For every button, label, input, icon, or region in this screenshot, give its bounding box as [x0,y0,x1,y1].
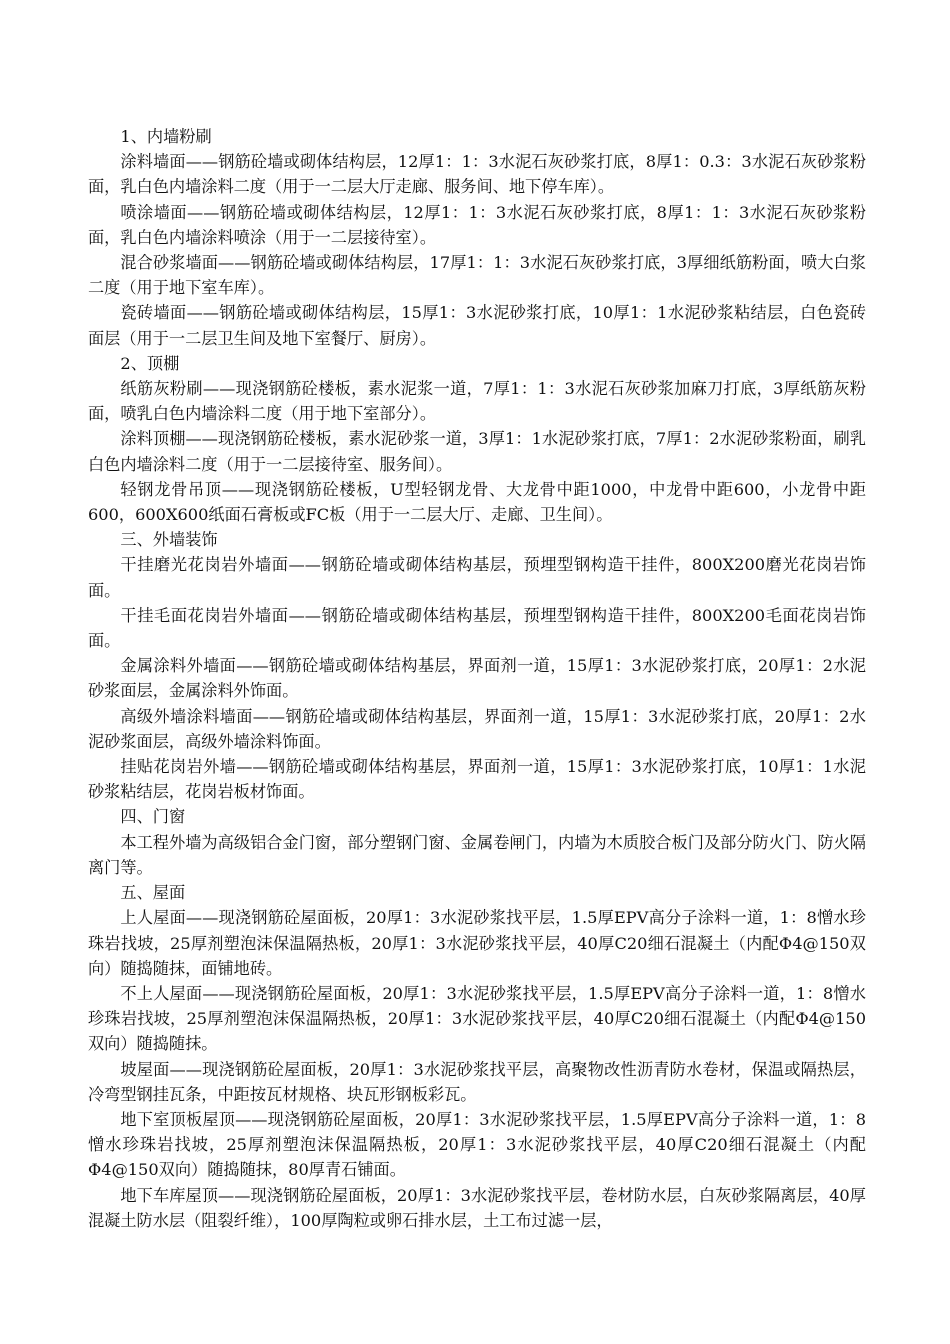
section-heading-roof: 五、屋面 [120,883,186,903]
paragraph-hung-granite-wall: 挂贴花岗岩外墙——钢筋砼墙或砌体结构基层，界面剂一道，15厚1：3水泥砂浆打底，10厚1：1水泥砂浆粘结层，花岗岩板材饰面。 [88,757,866,802]
section-heading-doors-windows: 四、门窗 [120,807,186,827]
paragraph-mixed-mortar-wall: 混合砂浆墙面——钢筋砼墙或砌体结构层，17厚1：1：3水泥石灰砂浆打底，3厚细纸筋粉面，喷大白浆二度（用于地下室车库）。 [88,253,866,298]
paragraph-spray-wall: 喷涂墙面——钢筋砼墙或砌体结构层，12厚1：1：3水泥石灰砂浆打底，8厚1：1：3水泥石灰砂浆粉面，乳白色内墙涂料喷涂（用于一二层接待室）。 [88,202,866,247]
paragraph-paint-ceiling: 涂料顶棚——现浇钢筋砼楼板，素水泥砂浆一道，3厚1：1水泥砂浆打底，7厚1：2水泥砂浆粉面，刷乳白色内墙涂料二度（用于一二层接待室、服务间）。 [88,429,866,474]
paragraph-tile-wall: 瓷砖墙面——钢筋砼墙或砌体结构层，15厚1：3水泥砂浆打底，10厚1：1水泥砂浆粘结层，白色瓷砖面层（用于一二层卫生间及地下室餐厅、厨房）。 [88,303,866,348]
document-page [88,124,866,1233]
paragraph-garage-roof: 地下车库屋顶——现浇钢筋砼屋面板，20厚1：3水泥砂浆找平层，卷材防水层，白灰砂浆隔离层，40厚混凝土防水层（阻裂纤维），100厚陶粒或卵石排水层，土工布过滤一层， [88,1185,866,1230]
paragraph-accessible-roof: 上人屋面——现浇钢筋砼屋面板，20厚1：3水泥砂浆找平层，1.5厚EPV高分子涂料一道，1：8憎水珍珠岩找坡，25厚剂塑泡沫保温隔热板，20厚1：3水泥砂浆找平层，40厚C20细石混凝土（内配Φ4@150双向）随捣随抹，面铺地砖。 [88,908,866,978]
paragraph-rough-granite: 干挂毛面花岗岩外墙面——钢筋砼墙或砌体结构基层，预埋型钢构造干挂件，800X200毛面花岗岩饰面。 [88,605,866,651]
section-heading-ceiling: 2、顶棚 [120,353,180,373]
paragraph-basement-roof: 地下室顶板屋顶——现浇钢筋砼屋面板，20厚1：3水泥砂浆找平层，1.5厚EPV高分子涂料一道，1：8憎水珍珠岩找坡，25厚剂塑泡沫保温隔热板，20厚1：3水泥砂浆找平层，40厚C20细石混凝土（内配Φ4@150双向）随捣随抹，80厚青石铺面。 [88,1109,866,1180]
paragraph-steel-keel-ceiling: 轻钢龙骨吊顶——现浇钢筋砼楼板，U型轻钢龙骨、大龙骨中距1000，中龙骨中距600，小龙骨中距600，600X600纸面石膏板或FC板（用于一二层大厅、走廊、卫生间）。 [88,479,866,525]
section-heading-interior-wall: 1、内墙粉刷 [120,127,212,146]
paragraph-polished-granite: 干挂磨光花岗岩外墙面——钢筋砼墙或砌体结构基层，预埋型钢构造干挂件，800X200磨光花岗岩饰面。 [88,555,866,600]
paragraph-paper-lime-ceiling: 纸筋灰粉刷——现浇钢筋砼楼板，素水泥浆一道，7厚1：1：3水泥石灰砂浆加麻刀打底，3厚纸筋灰粉面，喷乳白色内墙涂料二度（用于地下室部分）。 [88,379,866,424]
paragraph-metal-paint-wall: 金属涂料外墙面——钢筋砼墙或砌体结构基层，界面剂一道，15厚1：3水泥砂浆打底，20厚1：2水泥砂浆面层，金属涂料外饰面。 [88,656,866,701]
paragraph-doors-windows: 本工程外墙为高级铝合金门窗，部分塑钢门窗、金属卷闸门，内墙为木质胶合板门及部分防火门、防火隔离门等。 [88,832,866,877]
paragraph-paint-wall: 涂料墙面——钢筋砼墙或砌体结构层，12厚1：1：3水泥石灰砂浆打底，8厚1：0.3：3水泥石灰砂浆粉面，乳白色内墙涂料二度（用于一二层大厅走廊、服务间、地下停车库）。 [88,152,866,197]
paragraph-non-accessible-roof: 不上人屋面——现浇钢筋砼屋面板，20厚1：3水泥砂浆找平层，1.5厚EPV高分子涂料一道，1：8憎水珍珠岩找坡，25厚剂塑泡沫保温隔热板，20厚1：3水泥砂浆找平层，40厚C20细石混凝土（内配Φ4@150双向）随捣随抹。 [88,983,866,1054]
paragraph-premium-paint-wall: 高级外墙涂料墙面——钢筋砼墙或砌体结构基层，界面剂一道，15厚1：3水泥砂浆打底，20厚1：2水泥砂浆面层，高级外墙涂料饰面。 [88,706,866,751]
paragraph-sloped-roof: 坡屋面——现浇钢筋砼屋面板，20厚1：3水泥砂浆找平层，高聚物改性沥青防水卷材，保温或隔热层，冷弯型钢挂瓦条，中距按瓦材规格、块瓦形钢板彩瓦。 [88,1059,866,1104]
section-heading-exterior-wall: 三、外墙装饰 [120,530,218,550]
